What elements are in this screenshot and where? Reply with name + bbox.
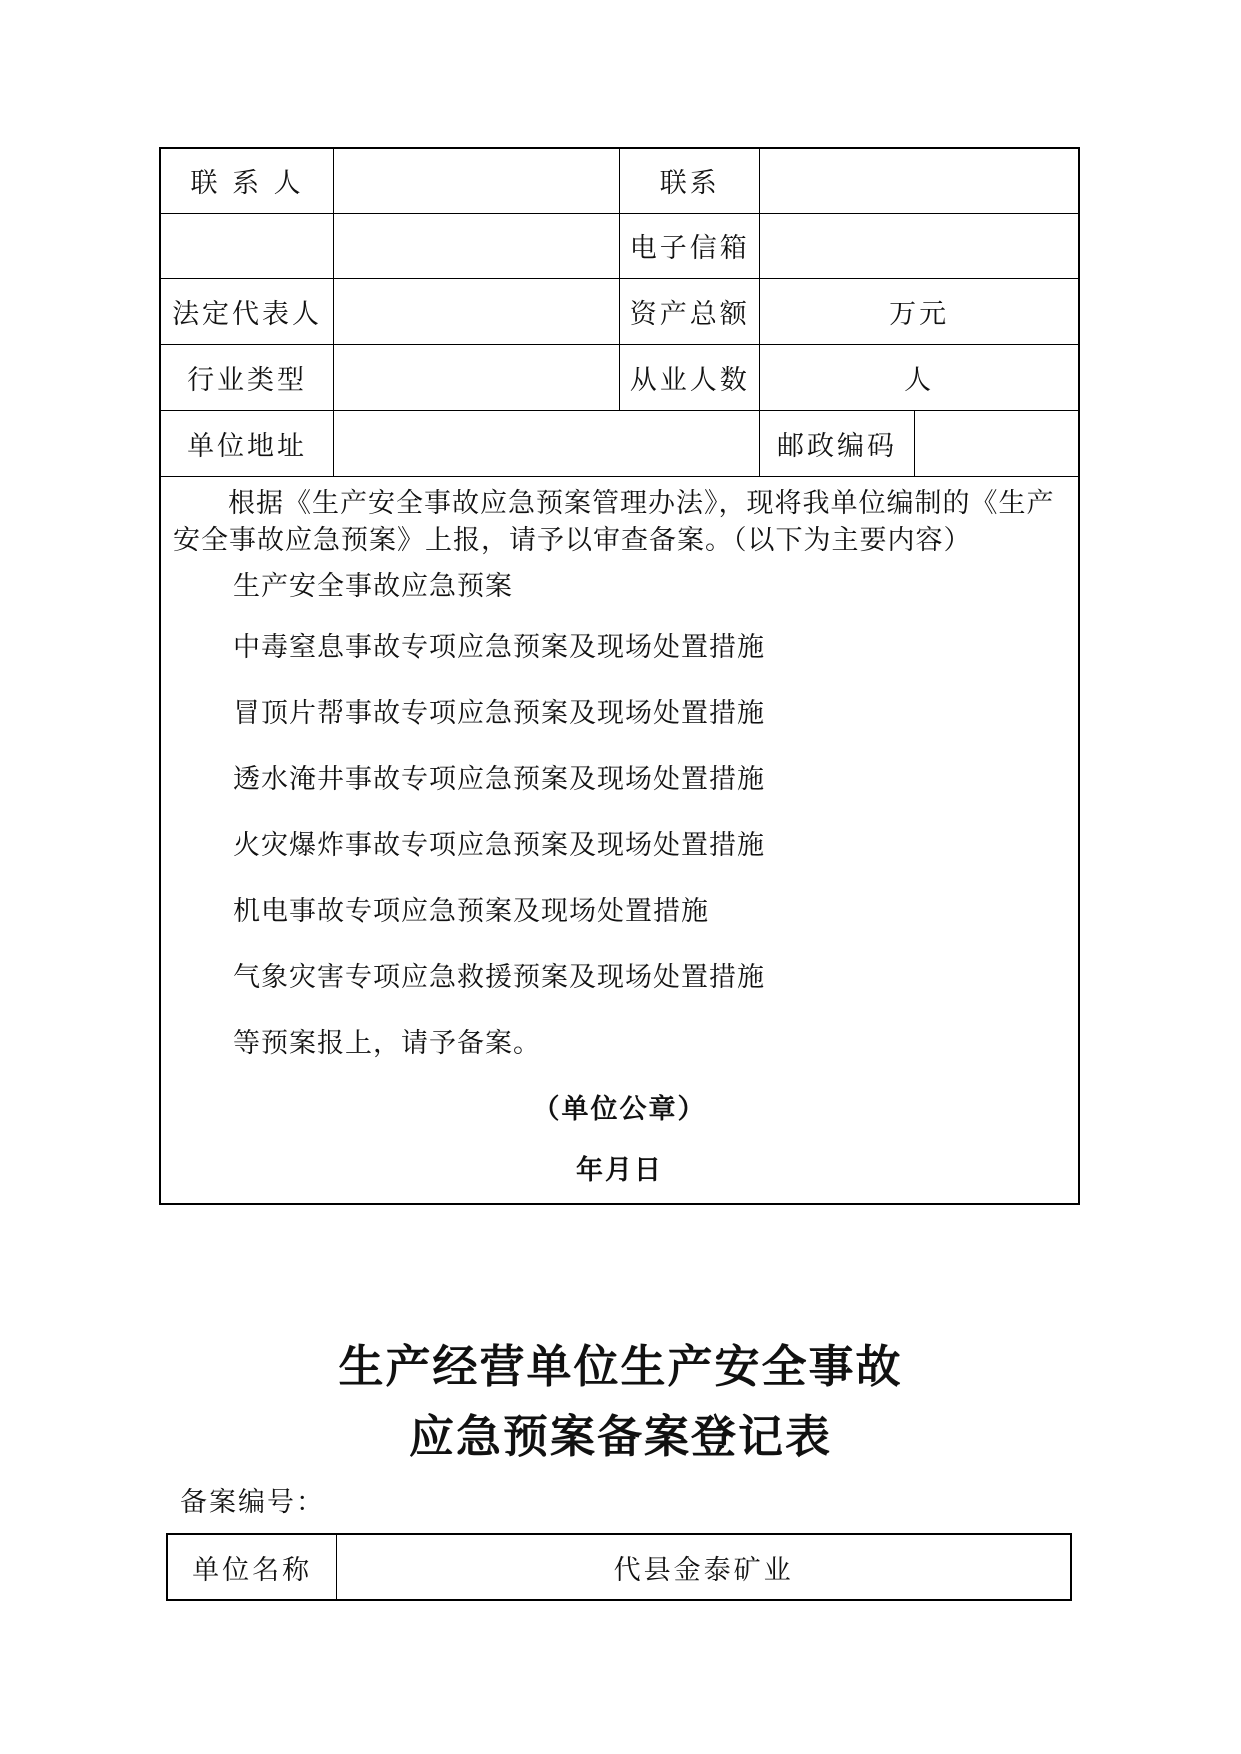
contact-label: 联系 bbox=[620, 148, 760, 213]
email-label: 电子信箱 bbox=[620, 213, 760, 278]
blank-field-cell[interactable] bbox=[334, 213, 620, 278]
industry-field[interactable] bbox=[334, 344, 620, 410]
date-label: 年月日 bbox=[576, 1154, 663, 1186]
blank-label-cell bbox=[160, 213, 334, 278]
unit-table bbox=[166, 1533, 1072, 1601]
postal-label: 邮政编码 bbox=[760, 410, 915, 476]
declaration-cell bbox=[160, 476, 1079, 1204]
employees-label: 从业人数 bbox=[620, 344, 760, 410]
declaration-intro: 根据《生产安全事故应急预案管理办法》，现将我单位编制的《生产安全事故应急预案》上报，请予以审查备案。（以下为主要内容） bbox=[173, 487, 1055, 556]
title-line-2: 应急预案备案登记表 bbox=[408, 1410, 832, 1463]
unit-seal-label: （单位公章） bbox=[532, 1093, 707, 1125]
title-line-1: 生产经营单位生产安全事故 bbox=[338, 1340, 903, 1393]
unit-name-label: 单位名称 bbox=[167, 1534, 337, 1600]
contact-person-label: 联 系 人 bbox=[160, 148, 334, 213]
total-assets-label: 资产总额 bbox=[620, 278, 760, 344]
plan-item: 透水淹井事故专项应急预案及现场处置措施 bbox=[233, 763, 765, 795]
plan-item: 生产安全事故应急预案 bbox=[233, 570, 513, 602]
document-title bbox=[0, 1332, 1241, 1472]
address-field[interactable] bbox=[334, 410, 760, 476]
plan-item: 气象灾害专项应急救援预案及现场处置措施 bbox=[233, 961, 765, 993]
plan-item: 火灾爆炸事故专项应急预案及现场处置措施 bbox=[233, 829, 765, 861]
plan-item: 中毒窒息事故专项应急预案及现场处置措施 bbox=[233, 631, 765, 663]
unit-name-field[interactable]: 代县金泰矿业 bbox=[337, 1534, 1071, 1600]
legal-rep-label: 法定代表人 bbox=[160, 278, 334, 344]
address-label: 单位地址 bbox=[160, 410, 334, 476]
total-assets-field[interactable]: 万元 bbox=[760, 278, 1079, 344]
closing-line: 等预案报上，请予备案。 bbox=[233, 1027, 541, 1059]
contact-person-field[interactable] bbox=[334, 148, 620, 213]
postal-field[interactable] bbox=[914, 410, 1079, 476]
employees-field[interactable]: 人 bbox=[760, 344, 1079, 410]
plan-item: 机电事故专项应急预案及现场处置措施 bbox=[233, 895, 709, 927]
legal-rep-field[interactable] bbox=[334, 278, 620, 344]
plan-item: 冒顶片帮事故专项应急预案及现场处置措施 bbox=[233, 697, 765, 729]
email-field[interactable] bbox=[760, 213, 1079, 278]
contact-field[interactable] bbox=[760, 148, 1079, 213]
industry-label: 行业类型 bbox=[160, 344, 334, 410]
record-number-label: 备案编号： bbox=[180, 1487, 325, 1518]
info-table bbox=[159, 147, 1080, 1205]
